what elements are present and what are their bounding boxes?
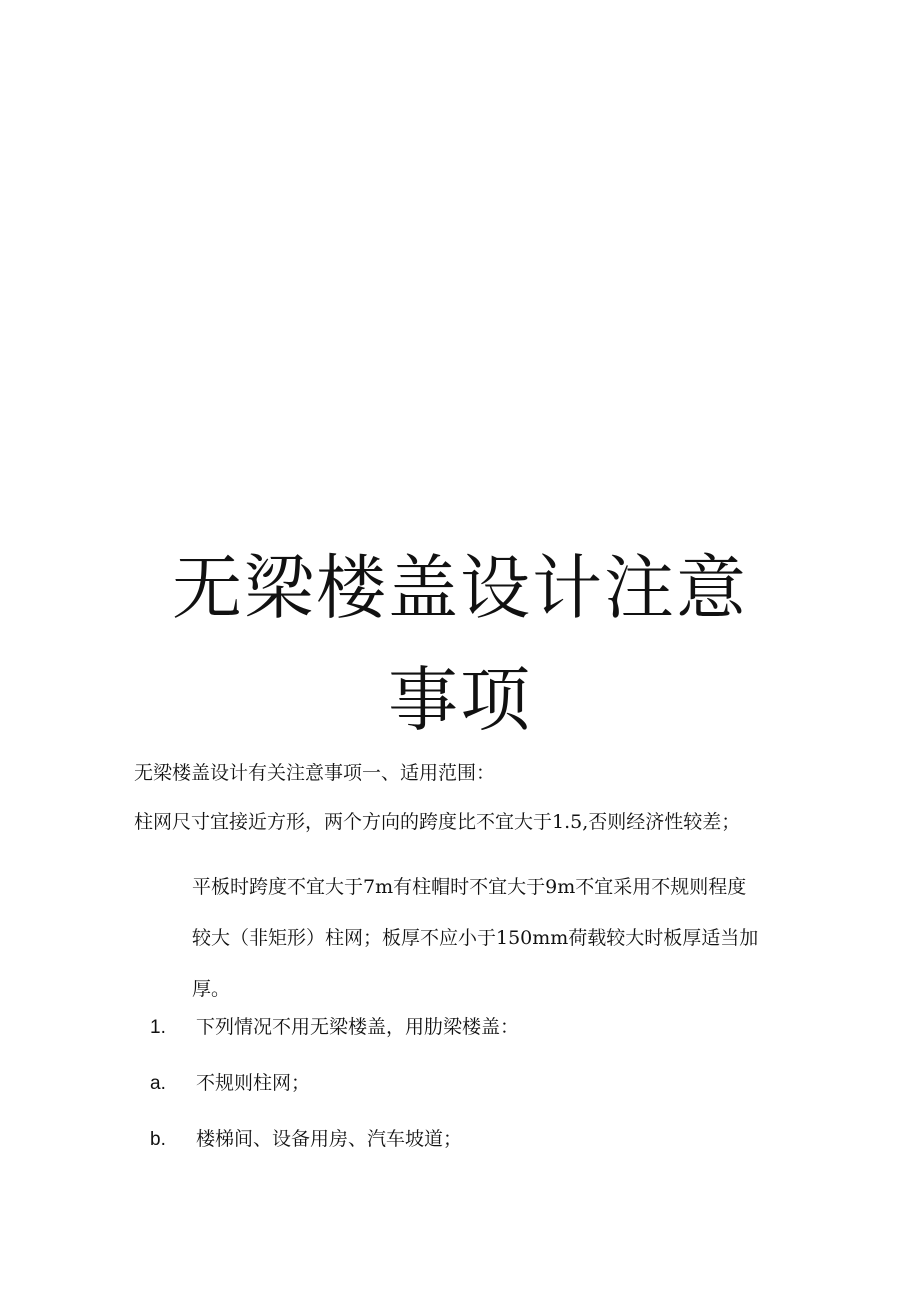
indented-line: 平板时跨度不宜大于7m有柱帽时不宜大于9m不宜采用不规则程度 <box>192 876 747 898</box>
column-grid-paragraph: 柱网尺寸宜接近方形，两个方向的跨度比不宜大于1.5,否则经济性较差； <box>134 811 741 833</box>
document-title-line-1: 无梁楼盖设计注意 <box>172 547 748 629</box>
document-title-line-2: 事项 <box>388 659 532 741</box>
list-item-text: 下列情况不用无梁楼盖，用肋梁楼盖： <box>196 1016 520 1038</box>
indented-line: 厚。 <box>192 978 231 1000</box>
list-item-text: 不规则柱网； <box>196 1072 311 1094</box>
list-marker: a. <box>150 1073 166 1094</box>
indented-line: 较大（非矩形）柱网；板厚不应小于150mm荷载较大时板厚适当加 <box>192 927 759 949</box>
list-marker: b. <box>150 1129 166 1150</box>
list-item-text: 楼梯间、设备用房、汽车坡道； <box>196 1128 463 1150</box>
list-marker: 1. <box>150 1017 166 1038</box>
indented-paragraph <box>192 862 792 1015</box>
intro-paragraph: 无梁楼盖设计有关注意事项一、适用范围： <box>134 762 496 784</box>
